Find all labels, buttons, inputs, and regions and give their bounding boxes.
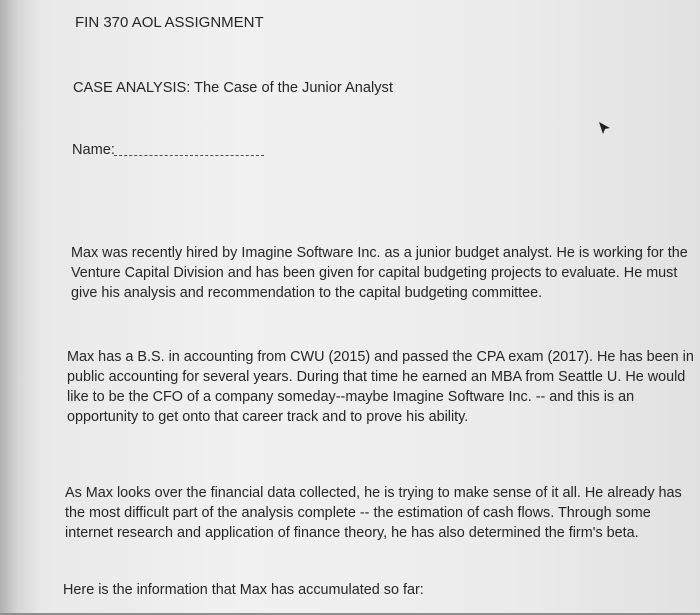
paragraph-1-line-1: Max was recently hired by Imagine Software Inc. as a junior budget analyst. He is working for the: [71, 245, 688, 261]
paragraph-3: [65, 483, 682, 543]
pointer-cursor-icon: [598, 121, 612, 135]
case-analysis-title: CASE ANALYSIS: The Case of the Junior Analyst: [73, 80, 393, 96]
name-label: Name:: [72, 142, 115, 158]
paragraph-2-line-4: opportunity to get onto that career track and to prove his ability.: [67, 409, 469, 425]
paragraph-3-line-2: the most difficult part of the analysis complete -- the estimation of cash flows. Through some: [65, 505, 651, 521]
paragraph-1-line-3: give his analysis and recommendation to the capital budgeting committee.: [71, 285, 543, 301]
paragraph-1-line-2: Venture Capital Division and has been given for capital budgeting projects to evaluate. He must: [71, 265, 678, 281]
paragraph-3-line-3: internet research and application of finance theory, he has also determined the firm's beta.: [65, 525, 639, 541]
page-edge-shadow: [0, 0, 18, 615]
assignment-title: FIN 370 AOL ASSIGNMENT: [75, 14, 264, 31]
paragraph-1: [71, 243, 688, 303]
paragraph-3-line-1: As Max looks over the financial data collected, he is trying to make sense of it all. He already has: [65, 485, 682, 501]
paragraph-2-line-2: public accounting for several years. During that time he earned an MBA from Seattle U. He would: [67, 369, 686, 385]
paragraph-4: [63, 580, 424, 600]
paragraph-2-line-3: like to be the CFO of a company someday--maybe Imagine Software Inc. -- and this is an: [67, 389, 635, 405]
paragraph-4-line-1: Here is the information that Max has accumulated so far:: [63, 582, 424, 598]
paragraph-2: [67, 347, 694, 427]
name-blank-line: [114, 155, 264, 156]
paragraph-2-line-1: Max has a B.S. in accounting from CWU (2015) and passed the CPA exam (2017). He has been in: [67, 349, 694, 365]
